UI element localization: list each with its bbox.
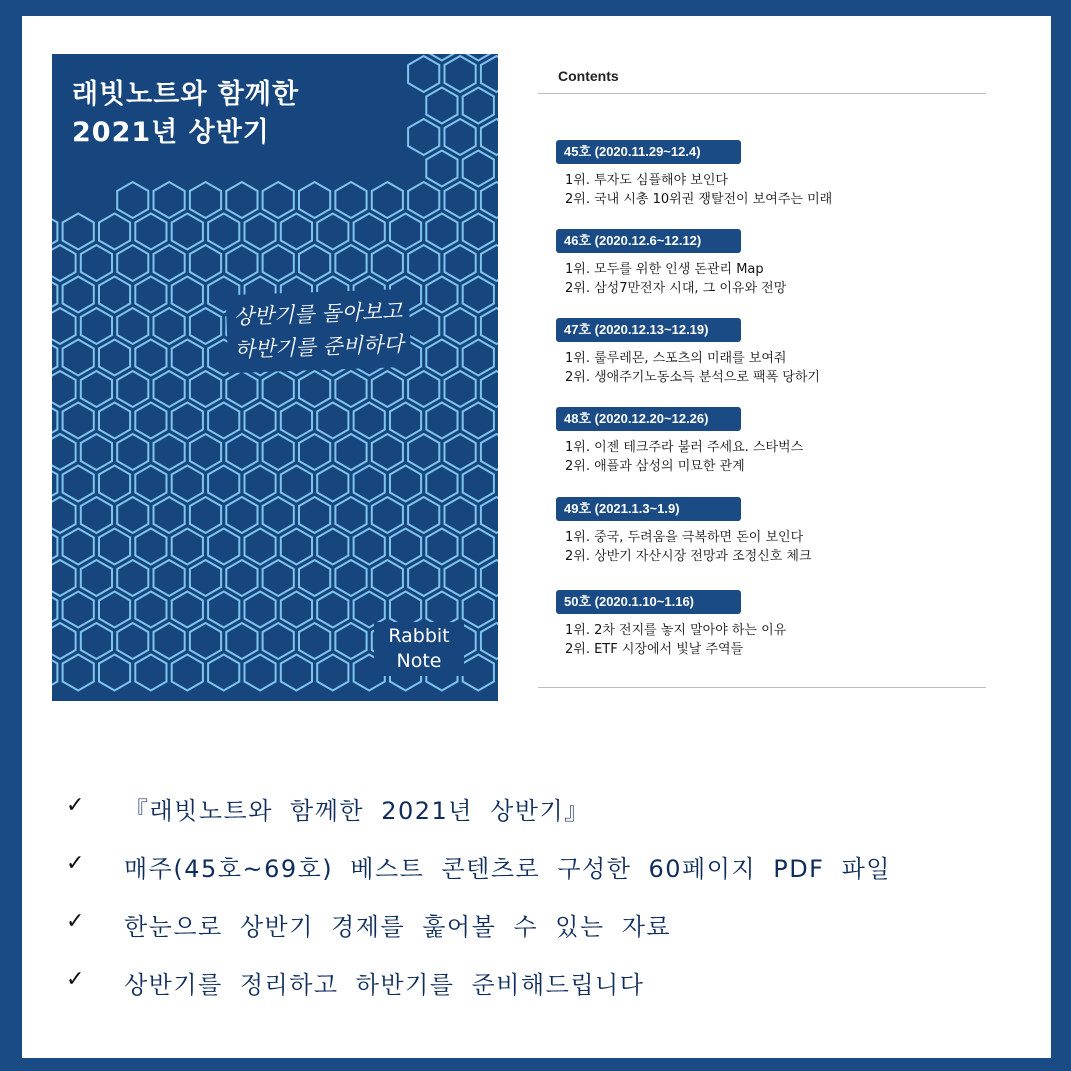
- hexagon-shape: [154, 371, 185, 407]
- hexagon-shape: [172, 529, 203, 565]
- hexagon-shape: [335, 497, 366, 533]
- hexagon-shape: [99, 592, 130, 628]
- hexagon-shape: [99, 403, 130, 439]
- hexagon-shape: [426, 340, 457, 376]
- hexagon-shape: [299, 623, 330, 659]
- hexagon-shape: [372, 182, 403, 218]
- hexagon-shape: [208, 466, 239, 502]
- hexagon-shape: [390, 466, 421, 502]
- hexagon-shape: [63, 529, 94, 565]
- hexagon-shape: [481, 497, 498, 533]
- hexagon-shape: [372, 434, 403, 470]
- hexagon-shape: [463, 88, 494, 124]
- hexagon-shape: [281, 592, 312, 628]
- hexagon-shape: [52, 655, 57, 691]
- hexagon-shape: [299, 371, 330, 407]
- cover-brand-line2: Note: [396, 650, 442, 672]
- hexagon-shape: [354, 466, 385, 502]
- hexagon-shape: [245, 592, 276, 628]
- issue-rank-2: 2위. 애플과 삼성의 미묘한 관계: [565, 459, 745, 474]
- hexagon-shape: [445, 371, 476, 407]
- hexagon-shape: [408, 182, 439, 218]
- issue-rank-2: 2위. 삼성7만전자 시대, 그 이유와 전망: [565, 281, 787, 296]
- hexagon-shape: [299, 245, 330, 281]
- hexagon-shape: [208, 655, 239, 691]
- feature-text: 한눈으로 상반기 경제를 훑어볼 수 있는 자료: [124, 913, 672, 941]
- hexagon-shape: [117, 623, 148, 659]
- hexagon-shape: [117, 434, 148, 470]
- hexagon-shape: [154, 623, 185, 659]
- issue-rank-1: 1위. 중국, 두려움을 극복하면 돈이 보인다: [565, 530, 804, 545]
- hexagon-shape: [299, 182, 330, 218]
- hexagon-shape: [390, 529, 421, 565]
- contents-top-divider: [538, 93, 986, 94]
- issue-50: [556, 590, 986, 659]
- hexagon-shape: [81, 497, 112, 533]
- hexagon-shape: [135, 214, 166, 250]
- feature-text: 상반기를 정리하고 하반기를 준비해드립니다: [124, 971, 645, 999]
- hexagon-shape: [408, 560, 439, 596]
- hexagon-shape: [408, 56, 439, 92]
- hexagon-shape: [299, 560, 330, 596]
- hexagon-shape: [52, 308, 76, 344]
- hexagon-shape: [299, 434, 330, 470]
- hexagon-shape: [154, 308, 185, 344]
- hexagon-shape: [426, 277, 457, 313]
- hexagon-shape: [426, 529, 457, 565]
- hexagon-shape: [190, 560, 221, 596]
- hexagon-shape: [208, 592, 239, 628]
- hexagon-shape: [226, 560, 257, 596]
- hexagon-shape: [335, 623, 366, 659]
- hexagon-shape: [372, 371, 403, 407]
- hexagon-shape: [481, 308, 498, 344]
- hexagon-shape: [426, 151, 457, 187]
- feature-text: 『래빗노트와 함께한 2021년 상반기』: [124, 797, 590, 825]
- hexagon-shape: [245, 403, 276, 439]
- hexagon-shape: [135, 466, 166, 502]
- cover-subtitle-line1: 상반기를 돌아보고: [233, 299, 403, 329]
- hexagon-shape: [52, 466, 57, 502]
- hexagon-shape: [263, 245, 294, 281]
- hexagon-shape: [190, 497, 221, 533]
- issue-46: [556, 229, 986, 298]
- hexagon-shape: [117, 245, 148, 281]
- issue-badge: 50호 (2020.1.10~1.16): [556, 590, 741, 614]
- hexagon-shape: [463, 403, 494, 439]
- hexagon-shape: [117, 497, 148, 533]
- cover-subtitle-line2: 하반기를 준비하다: [234, 332, 404, 362]
- hexagon-shape: [154, 497, 185, 533]
- hexagon-shape: [299, 497, 330, 533]
- hexagon-shape: [245, 466, 276, 502]
- hexagon-shape: [99, 214, 130, 250]
- hexagon-shape: [52, 214, 57, 250]
- hexagon-shape: [426, 88, 457, 124]
- hexagon-shape: [208, 403, 239, 439]
- hexagon-shape: [154, 245, 185, 281]
- hexagon-shape: [190, 182, 221, 218]
- hexagon-shape: [99, 655, 130, 691]
- issue-rank-1: 1위. 모두를 위한 인생 돈관리 Map: [565, 262, 764, 277]
- hexagon-shape: [52, 434, 76, 470]
- hexagon-shape: [408, 308, 439, 344]
- hexagon-shape: [63, 655, 94, 691]
- issue-rank-1: 1위. 2차 전지를 놓지 말아야 하는 이유: [565, 623, 787, 638]
- hexagon-shape: [481, 560, 498, 596]
- hexagon-shape: [263, 434, 294, 470]
- hexagon-shape: [172, 214, 203, 250]
- hexagon-shape: [81, 560, 112, 596]
- hexagon-shape: [426, 466, 457, 502]
- hexagon-shape: [81, 434, 112, 470]
- hexagon-shape: [445, 497, 476, 533]
- hexagon-shape: [52, 497, 76, 533]
- cover-subtitle: [226, 289, 412, 373]
- issue-49: [556, 497, 986, 566]
- hexagon-shape: [154, 560, 185, 596]
- hexagon-shape: [154, 182, 185, 218]
- hexagon-shape: [226, 434, 257, 470]
- hexagon-shape: [263, 560, 294, 596]
- cover-title-line1: 래빗노트와 함께한: [72, 76, 307, 114]
- hexagon-shape: [463, 214, 494, 250]
- hexagon-shape: [335, 182, 366, 218]
- cover-title: [72, 76, 307, 152]
- hexagon-shape: [445, 56, 476, 92]
- hexagon-shape: [463, 466, 494, 502]
- hexagon-shape: [281, 466, 312, 502]
- issue-rank-2: 2위. 생애주기노동소득 분석으로 팩폭 당하기: [565, 370, 820, 385]
- hexagon-shape: [317, 466, 348, 502]
- hexagon-shape: [263, 182, 294, 218]
- issue-rank-1: 1위. 이젠 테크주라 불러 주세요. 스타벅스: [565, 440, 804, 455]
- issue-48: [556, 407, 986, 476]
- hexagon-shape: [135, 277, 166, 313]
- hexagon-shape: [172, 403, 203, 439]
- hexagon-shape: [190, 623, 221, 659]
- hexagon-shape: [317, 403, 348, 439]
- hexagon-shape: [463, 340, 494, 376]
- hexagon-shape: [408, 119, 439, 155]
- hexagon-shape: [317, 529, 348, 565]
- hexagon-shape: [463, 592, 494, 628]
- hexagon-shape: [481, 182, 498, 218]
- hexagon-shape: [481, 434, 498, 470]
- hexagon-shape: [481, 119, 498, 155]
- hexagon-shape: [190, 371, 221, 407]
- hexagon-shape: [481, 371, 498, 407]
- hexagon-shape: [63, 277, 94, 313]
- issue-badge: 46호 (2020.12.6~12.12): [556, 229, 741, 253]
- hexagon-shape: [99, 529, 130, 565]
- hexagon-shape: [52, 592, 57, 628]
- issue-47: [556, 318, 986, 387]
- hexagon-shape: [190, 434, 221, 470]
- hexagon-shape: [190, 308, 221, 344]
- hexagon-shape: [445, 182, 476, 218]
- hexagon-shape: [226, 497, 257, 533]
- checkmark-icon: ✓: [66, 967, 85, 992]
- hexagon-shape: [263, 497, 294, 533]
- hexagon-shape: [245, 214, 276, 250]
- issue-badge: 49호 (2021.1.3~1.9): [556, 497, 741, 521]
- hexagon-shape: [354, 403, 385, 439]
- hexagon-shape: [52, 529, 57, 565]
- hexagon-shape: [463, 277, 494, 313]
- hexagon-shape: [390, 214, 421, 250]
- issue-rank-1: 1위. 투자도 심플해야 보인다: [565, 173, 728, 188]
- hexagon-shape: [63, 403, 94, 439]
- checkmark-icon: ✓: [66, 793, 85, 818]
- cover-brand: [374, 622, 464, 676]
- hexagon-shape: [52, 245, 76, 281]
- hexagon-shape: [99, 340, 130, 376]
- hexagon-shape: [154, 434, 185, 470]
- issue-rank-1: 1위. 룰루레몬, 스포츠의 미래를 보여줘: [565, 351, 787, 366]
- hexagon-shape: [172, 277, 203, 313]
- hexagon-shape: [481, 623, 498, 659]
- hexagon-shape: [481, 245, 498, 281]
- hexagon-shape: [281, 214, 312, 250]
- hexagon-shape: [263, 623, 294, 659]
- hexagon-shape: [117, 182, 148, 218]
- book-cover: [52, 54, 498, 701]
- hexagon-shape: [445, 245, 476, 281]
- hexagon-shape: [481, 56, 498, 92]
- hexagon-shape: [372, 497, 403, 533]
- hexagon-shape: [52, 340, 57, 376]
- hexagon-shape: [372, 245, 403, 281]
- hexagon-shape: [81, 371, 112, 407]
- hexagon-shape: [463, 151, 494, 187]
- issue-rank-2: 2위. 상반기 자산시장 전망과 조정신호 체크: [565, 549, 812, 564]
- hexagon-shape: [426, 214, 457, 250]
- hexagon-shape: [172, 466, 203, 502]
- cover-title-line2: 2021년 상반기: [72, 114, 278, 152]
- hexagon-shape: [208, 529, 239, 565]
- hexagon-shape: [99, 466, 130, 502]
- hexagon-shape: [81, 623, 112, 659]
- hexagon-shape: [354, 529, 385, 565]
- hexagon-shape: [52, 277, 57, 313]
- hexagon-shape: [245, 529, 276, 565]
- hexagon-shape: [190, 245, 221, 281]
- hexagon-shape: [226, 623, 257, 659]
- cover-brand-line1: Rabbit: [388, 625, 450, 647]
- issue-badge: 45호 (2020.11.29~12.4): [556, 140, 741, 164]
- hexagon-shape: [63, 214, 94, 250]
- hexagon-shape: [445, 560, 476, 596]
- hexagon-shape: [135, 340, 166, 376]
- hexagon-shape: [263, 371, 294, 407]
- hexagon-shape: [63, 592, 94, 628]
- hexagon-shape: [445, 308, 476, 344]
- hexagon-shape: [226, 182, 257, 218]
- hexagon-shape: [317, 592, 348, 628]
- hexagon-shape: [335, 245, 366, 281]
- checkmark-icon: ✓: [66, 909, 85, 934]
- hexagon-shape: [52, 403, 57, 439]
- hexagon-shape: [408, 434, 439, 470]
- hexagon-shape: [335, 560, 366, 596]
- hexagon-shape: [52, 371, 76, 407]
- hexagon-shape: [226, 245, 257, 281]
- hexagon-shape: [226, 371, 257, 407]
- hexagon-shape: [354, 214, 385, 250]
- hexagon-shape: [372, 560, 403, 596]
- hexagon-shape: [135, 655, 166, 691]
- hexagon-shape: [52, 560, 76, 596]
- hexagon-shape: [335, 434, 366, 470]
- hexagon-shape: [172, 655, 203, 691]
- hexagon-shape: [81, 308, 112, 344]
- hexagon-shape: [408, 245, 439, 281]
- hexagon-shape: [463, 529, 494, 565]
- hexagon-shape: [99, 277, 130, 313]
- issue-rank-2: 2위. 국내 시총 10위권 쟁탈전이 보여주는 미래: [565, 192, 833, 207]
- hexagon-shape: [172, 592, 203, 628]
- hexagon-shape: [408, 497, 439, 533]
- hexagon-shape: [52, 623, 76, 659]
- issue-badge: 47호 (2020.12.13~12.19): [556, 318, 741, 342]
- hexagon-shape: [135, 592, 166, 628]
- hexagon-shape: [208, 214, 239, 250]
- hexagon-shape: [63, 466, 94, 502]
- checkmark-icon: ✓: [66, 851, 85, 876]
- hexagon-shape: [317, 655, 348, 691]
- issue-badge: 48호 (2020.12.20~12.26): [556, 407, 741, 431]
- hexagon-shape: [63, 340, 94, 376]
- feature-text: 매주(45호~69호) 베스트 콘텐츠로 구성한 60페이지 PDF 파일: [124, 855, 891, 883]
- hexagon-shape: [317, 214, 348, 250]
- hexagon-shape: [426, 403, 457, 439]
- hexagon-shape: [117, 371, 148, 407]
- hexagon-shape: [335, 371, 366, 407]
- hexagon-shape: [81, 245, 112, 281]
- hexagon-shape: [408, 371, 439, 407]
- hexagon-shape: [445, 119, 476, 155]
- hexagon-shape: [463, 655, 494, 691]
- hexagon-shape: [281, 655, 312, 691]
- hexagon-shape: [135, 529, 166, 565]
- hexagon-shape: [172, 340, 203, 376]
- hexagon-shape: [245, 655, 276, 691]
- issue-rank-2: 2위. ETF 시장에서 빛날 주역들: [565, 642, 744, 657]
- hexagon-shape: [281, 529, 312, 565]
- contents-heading: Contents: [558, 68, 619, 84]
- hexagon-shape: [445, 434, 476, 470]
- issue-45: [556, 140, 986, 209]
- hexagon-shape: [117, 560, 148, 596]
- hexagon-shape: [390, 403, 421, 439]
- content-card: [22, 16, 1051, 1058]
- hexagon-shape: [281, 403, 312, 439]
- hexagon-shape: [135, 403, 166, 439]
- hexagon-shape: [117, 308, 148, 344]
- contents-bottom-divider: [538, 687, 986, 688]
